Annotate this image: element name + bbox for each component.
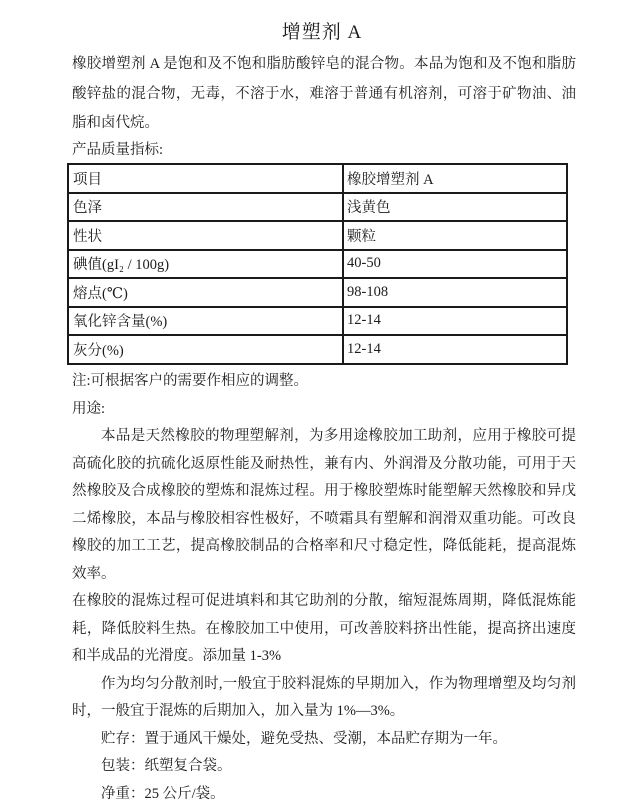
spec-item-cell: 色泽 xyxy=(68,193,343,222)
usage-paragraph: 本品是天然橡胶的物理塑解剂，为多用途橡胶加工助剂，应用于橡胶可提高硫化胶的抗硫化返原性能及耐热性，兼有内、外润滑及分散功能，可用于天然橡胶及合成橡胶的塑炼和混炼过程。用于橡胶塑炼时能塑解天然橡胶和异戊二烯橡胶，本品与橡胶相容性极好，不喷霜具有塑解和润滑双重功能。可改良橡胶的加工工艺，提高橡胶制品的合格率和尺寸稳定性，降低能耗，提高混炼效率。 xyxy=(72,423,576,588)
usage-paragraphs xyxy=(72,423,576,808)
spec-value-cell: 颗粒 xyxy=(343,221,567,250)
spec-value-cell: 98-108 xyxy=(343,278,567,307)
spec-item-cell: 项目 xyxy=(68,164,343,193)
table-note: 注:可根据客户的需要作相应的调整。 xyxy=(72,368,576,396)
spec-item-cell: 氧化锌含量(%) xyxy=(68,307,343,336)
spec-value-cell: 12-14 xyxy=(343,307,567,336)
usage-paragraph: 包装：纸塑复合袋。 xyxy=(72,753,576,781)
spec-value-cell: 橡胶增塑剂 A xyxy=(343,164,567,193)
table-row xyxy=(68,250,567,279)
usage-paragraph: 作为均匀分散剂时,一般宜于胶料混炼的早期加入，作为物理增塑及均匀剂时，一般宜于混炼的后期加入，加入量为 1%—3%。 xyxy=(72,671,576,726)
table-row xyxy=(68,278,567,307)
usage-paragraph: 在橡胶的混炼过程可促进填料和其它助剂的分散，缩短混炼周期，降低混炼能耗，降低胶料生热。在橡胶加工中使用，可改善胶料挤出性能，提高挤出速度和半成品的光滑度。添加量 1-3% xyxy=(72,588,576,671)
table-row xyxy=(68,164,567,193)
spec-value-cell: 浅黄色 xyxy=(343,193,567,222)
spec-item-cell: 灰分(%) xyxy=(68,335,343,364)
page-title: 增塑剂 A xyxy=(0,17,644,44)
table-row xyxy=(68,193,567,222)
spec-value-cell: 12-14 xyxy=(343,335,567,364)
spec-item-cell: 碘值(gI₂ / 100g) xyxy=(68,250,343,279)
spec-heading: 产品质量指标: xyxy=(72,136,163,166)
usage-paragraph: 净重：25 公斤/袋。 xyxy=(72,781,576,808)
intro-paragraph: 橡胶增塑剂 A 是饱和及不饱和脂肪酸锌皂的混合物。本品为饱和及不饱和脂肪酸锌盐的混合物，无毒，不溶于水，难溶于普通有机溶剂，可溶于矿物油、油脂和卤代烷。 xyxy=(72,50,576,139)
table-row xyxy=(68,221,567,250)
usage-section xyxy=(72,368,576,808)
usage-paragraph: 贮存：置于通风干燥处，避免受热、受潮，本品贮存期为一年。 xyxy=(72,726,576,754)
spec-item-cell: 熔点(℃) xyxy=(68,278,343,307)
spec-item-cell: 性状 xyxy=(68,221,343,250)
table-row xyxy=(68,307,567,336)
table-row xyxy=(68,335,567,364)
spec-table xyxy=(67,163,568,365)
usage-heading: 用途: xyxy=(72,396,576,424)
spec-value-cell: 40-50 xyxy=(343,250,567,279)
